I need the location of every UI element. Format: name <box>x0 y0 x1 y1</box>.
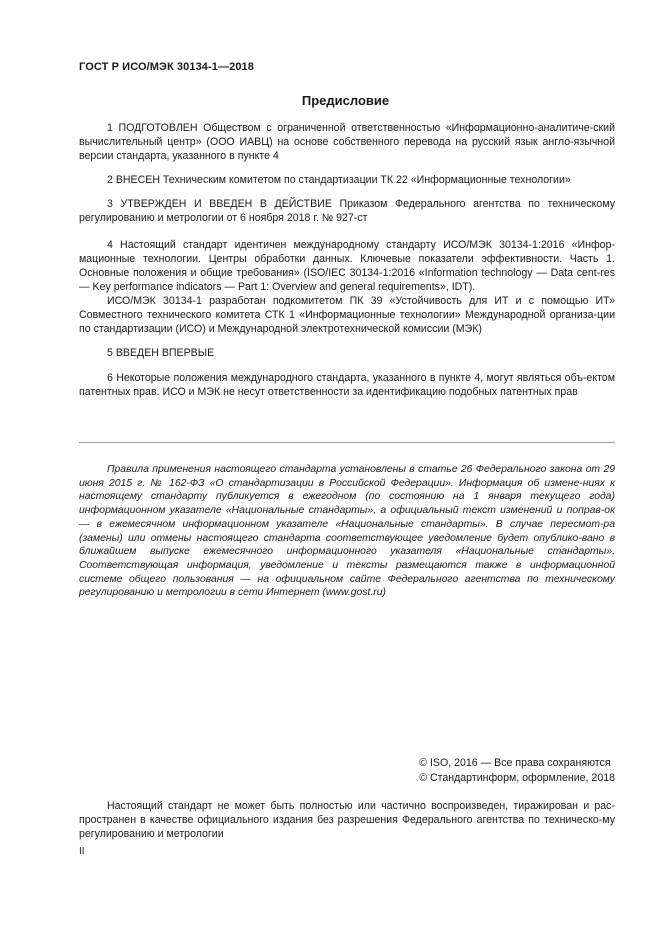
page-title: Предисловие <box>301 93 390 108</box>
standard-usage-note <box>79 463 615 600</box>
reproduction-notice-text: Настоящий стандарт не может быть полностью или частично воспроизведен, тиражирован и рас-пространен в качестве официального издания без разрешения Федерального агентства по техническо-му регулированию и метрологии <box>79 800 615 840</box>
section-2 <box>79 173 615 187</box>
section-5-text: 5 ВВЕДЕН ВПЕРВЫЕ <box>107 347 215 359</box>
section-4-text-continued: ИСО/МЭК 30134-1 разработан подкомитетом ПК 39 «Устойчивость для ИТ и с помощью ИТ» Совместного технического комитета СТК 1 «Информационные технологии» Международной организа-ции по стандартизации (ИСО) и Международной электротехнической комиссии (МЭК) <box>79 295 615 335</box>
copyright-standartinform: © Стандартинформ, оформление, 2018 <box>419 772 615 784</box>
section-3 <box>79 197 615 225</box>
section-3-text: 3 УТВЕРЖДЕН И ВВЕДЕН В ДЕЙСТВИЕ Приказом Федерального агентства по техническому регулированию и метрологии от 6 ноября 2018 г. № 927-ст <box>79 198 615 224</box>
copyright-block <box>419 756 615 786</box>
separator-line <box>79 442 615 443</box>
section-1-text: 1 ПОДГОТОВЛЕН Обществом с ограниченной ответственностью «Информационно-аналитиче-ский вычислительный центр» (ООО ИАВЦ) на основе собственного перевода на русский язык англо-язычной версии стандарта, указанного в пункте 4 <box>79 122 615 162</box>
section-5 <box>79 346 615 360</box>
reproduction-notice <box>79 799 615 841</box>
standard-usage-note-text: Правила применения настоящего стандарта установлены в статье 26 Федерального закона от 29 июня 2015 г. № 162-ФЗ «О стандартизации в Российской Федерации». Информация об измене-ниях к настоящему стандарту публикуется в ежегодном (по состоянию на 1 января текущего года) информационном указателе «Национальные стандарты», а официальный текст изменений и поправ-ок — в ежемесячном информационном указателе «Национальные стандарты». В случае пересмот-ра (замены) или отмены настоящего стандарта соответствующее уведомление будет опублико-вано в ближайшем выпуске ежемесячного информационного указателя «Национальные стандарты». Соответствующая информация, уведомление и тексты размещаются также в информационной системе общего пользования — на официальном сайте Федерального агентства по техническому регулированию и метрологии в сети Интернет (www.gost.ru) <box>79 464 615 599</box>
section-1 <box>79 121 615 163</box>
page-number: II <box>79 846 85 857</box>
section-6-text: 6 Некоторые положения международного стандарта, указанного в пункте 4, могут являться объ-ектом патентных прав. ИСО и МЭК не несут ответственности за идентификацию подобных патентных прав <box>79 372 615 398</box>
section-4 <box>79 238 615 336</box>
copyright-iso: © ISO, 2016 — Все права сохраняются <box>419 757 611 769</box>
section-2-text: 2 ВНЕСЕН Техническим комитетом по стандартизации ТК 22 «Информационные технологии» <box>107 174 571 186</box>
document-code-header: ГОСТ Р ИСО/МЭК 30134-1—2018 <box>79 61 254 73</box>
section-4-text: 4 Настоящий стандарт идентичен международному стандарту ИСО/МЭК 30134-1:2016 «Инфор-мационные технологии. Центры обработки данных. Ключевые показатели эффективности. Часть 1. Основные положения и общие требования» (ISO/IEC 30134-1:2016 «Information technology — Data cent-res — Key performance indicators — Part 1: Overview and general requirements», IDT). <box>79 239 615 293</box>
section-6 <box>79 371 615 399</box>
